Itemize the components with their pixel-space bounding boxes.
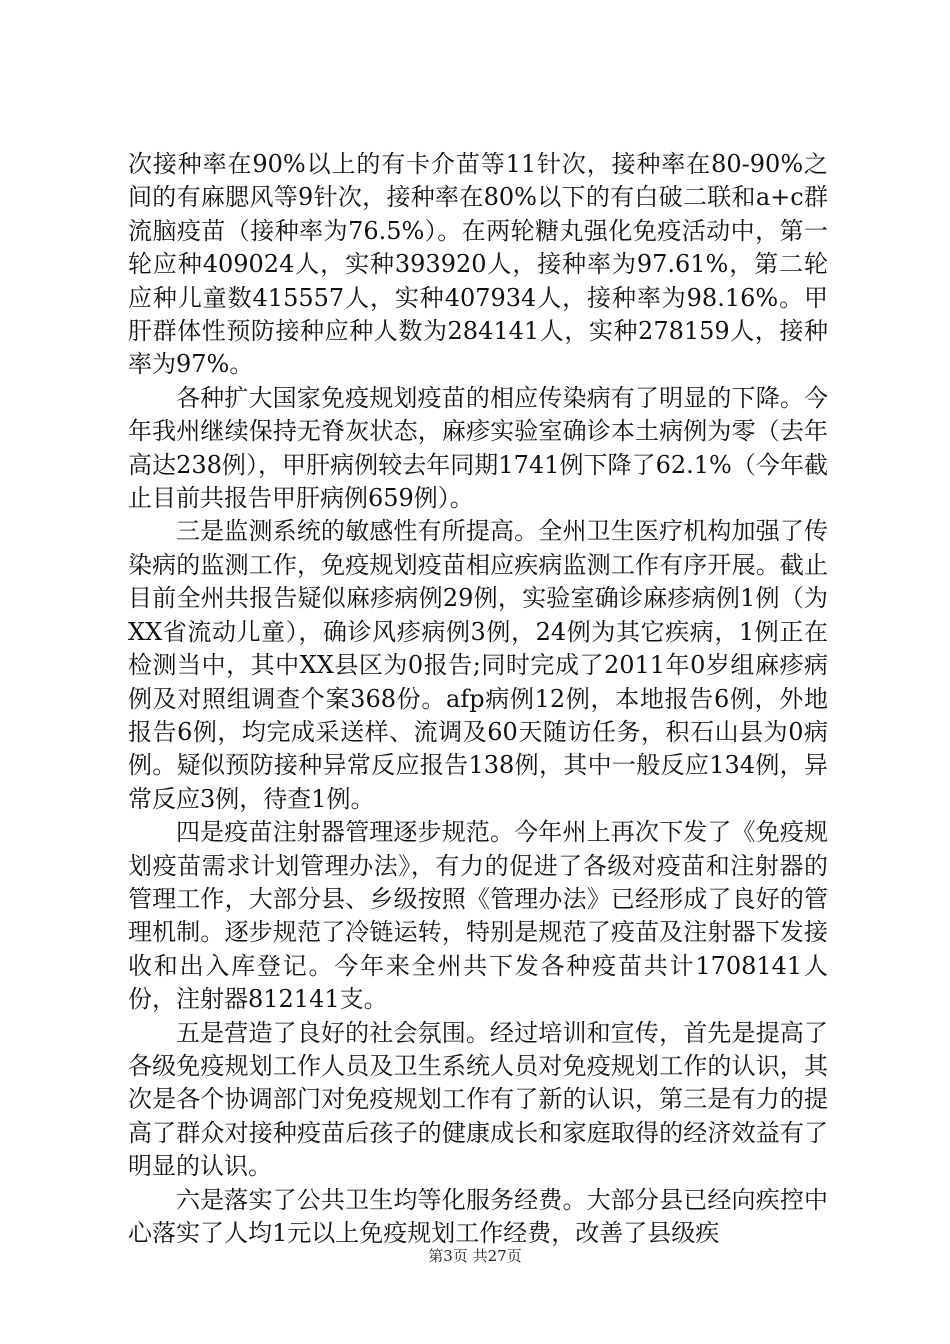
paragraph-monitoring-system: 三是监测系统的敏感性有所提高。全州卫生医疗机构加强了传染病的监测工作，免疫规划疫苗相应疾病监测工作有序开展。截止目前全州共报告疑似麻疹病例29例，实验室确诊麻疹病例1例（为XX省流动儿童），确诊风疹病例3例，24例为其它疾病，1例正在检测当中，其中XX县区为0报告;同时完成了2011年0岁组麻疹病例及对照组调查个案368份。afp病例12例，本地报告6例，外地报告6例，均完成采送样、流调及60天随访任务，积石山县为0病例。疑似预防接种异常反应报告138例，其中一般反应134例，异常反应3例，待查1例。 — [128, 517, 828, 813]
paragraph-vaccine-management: 四是疫苗注射器管理逐步规范。今年州上再次下发了《免疫规划疫苗需求计划管理办法》，有力的促进了各级对疫苗和注射器的管理工作，大部分县、乡级按照《管理办法》已经形成了良好的管理机制。逐步规范了冷链运转，特别是规范了疫苗及注射器下发接收和出入库登记。今年来全州共下发各种疫苗共计1708141人份，注射器812141支。 — [128, 818, 828, 1014]
document-body — [128, 148, 828, 1250]
page-number-footer: 第3页 共27页 — [428, 1247, 522, 1265]
paragraph-social-atmosphere: 五是营造了良好的社会氛围。经过培训和宣传，首先是提高了各级免疫规划工作人员及卫生系统人员对免疫规划工作的认识，其次是各个协调部门对免疫规划工作有了新的认识，第三是有力的提高了群众对接种疫苗后孩子的健康成长和家庭取得的经济效益有了明显的认识。 — [128, 1018, 828, 1181]
paragraph-disease-decline: 各种扩大国家免疫规划疫苗的相应传染病有了明显的下降。今年我州继续保持无脊灰状态，麻疹实验室确诊本土病例为零（去年高达238例），甲肝病例较去年同期1741例下降了62.1%（今年截止目前共报告甲肝病例659例）。 — [128, 383, 828, 513]
paragraph-vaccination-rates: 次接种率在90%以上的有卡介苗等11针次，接种率在80-90%之间的有麻腮风等9针次，接种率在80%以下的有白破二联和a+c群流脑疫苗（接种率为76.5%）。在两轮糖丸强化免疫活动中，第一轮应种409024人，实种393920人，接种率为97.61%，第二轮应种儿童数415557人，实种407934人，接种率为98.16%。甲肝群体性预防接种应种人数为284141人，实种278159人，接种率为97%。 — [128, 150, 828, 379]
paragraph-public-health-funding: 六是落实了公共卫生均等化服务经费。大部分县已经向疾控中心落实了人均1元以上免疫规划工作经费，改善了县级疾 — [128, 1185, 828, 1247]
